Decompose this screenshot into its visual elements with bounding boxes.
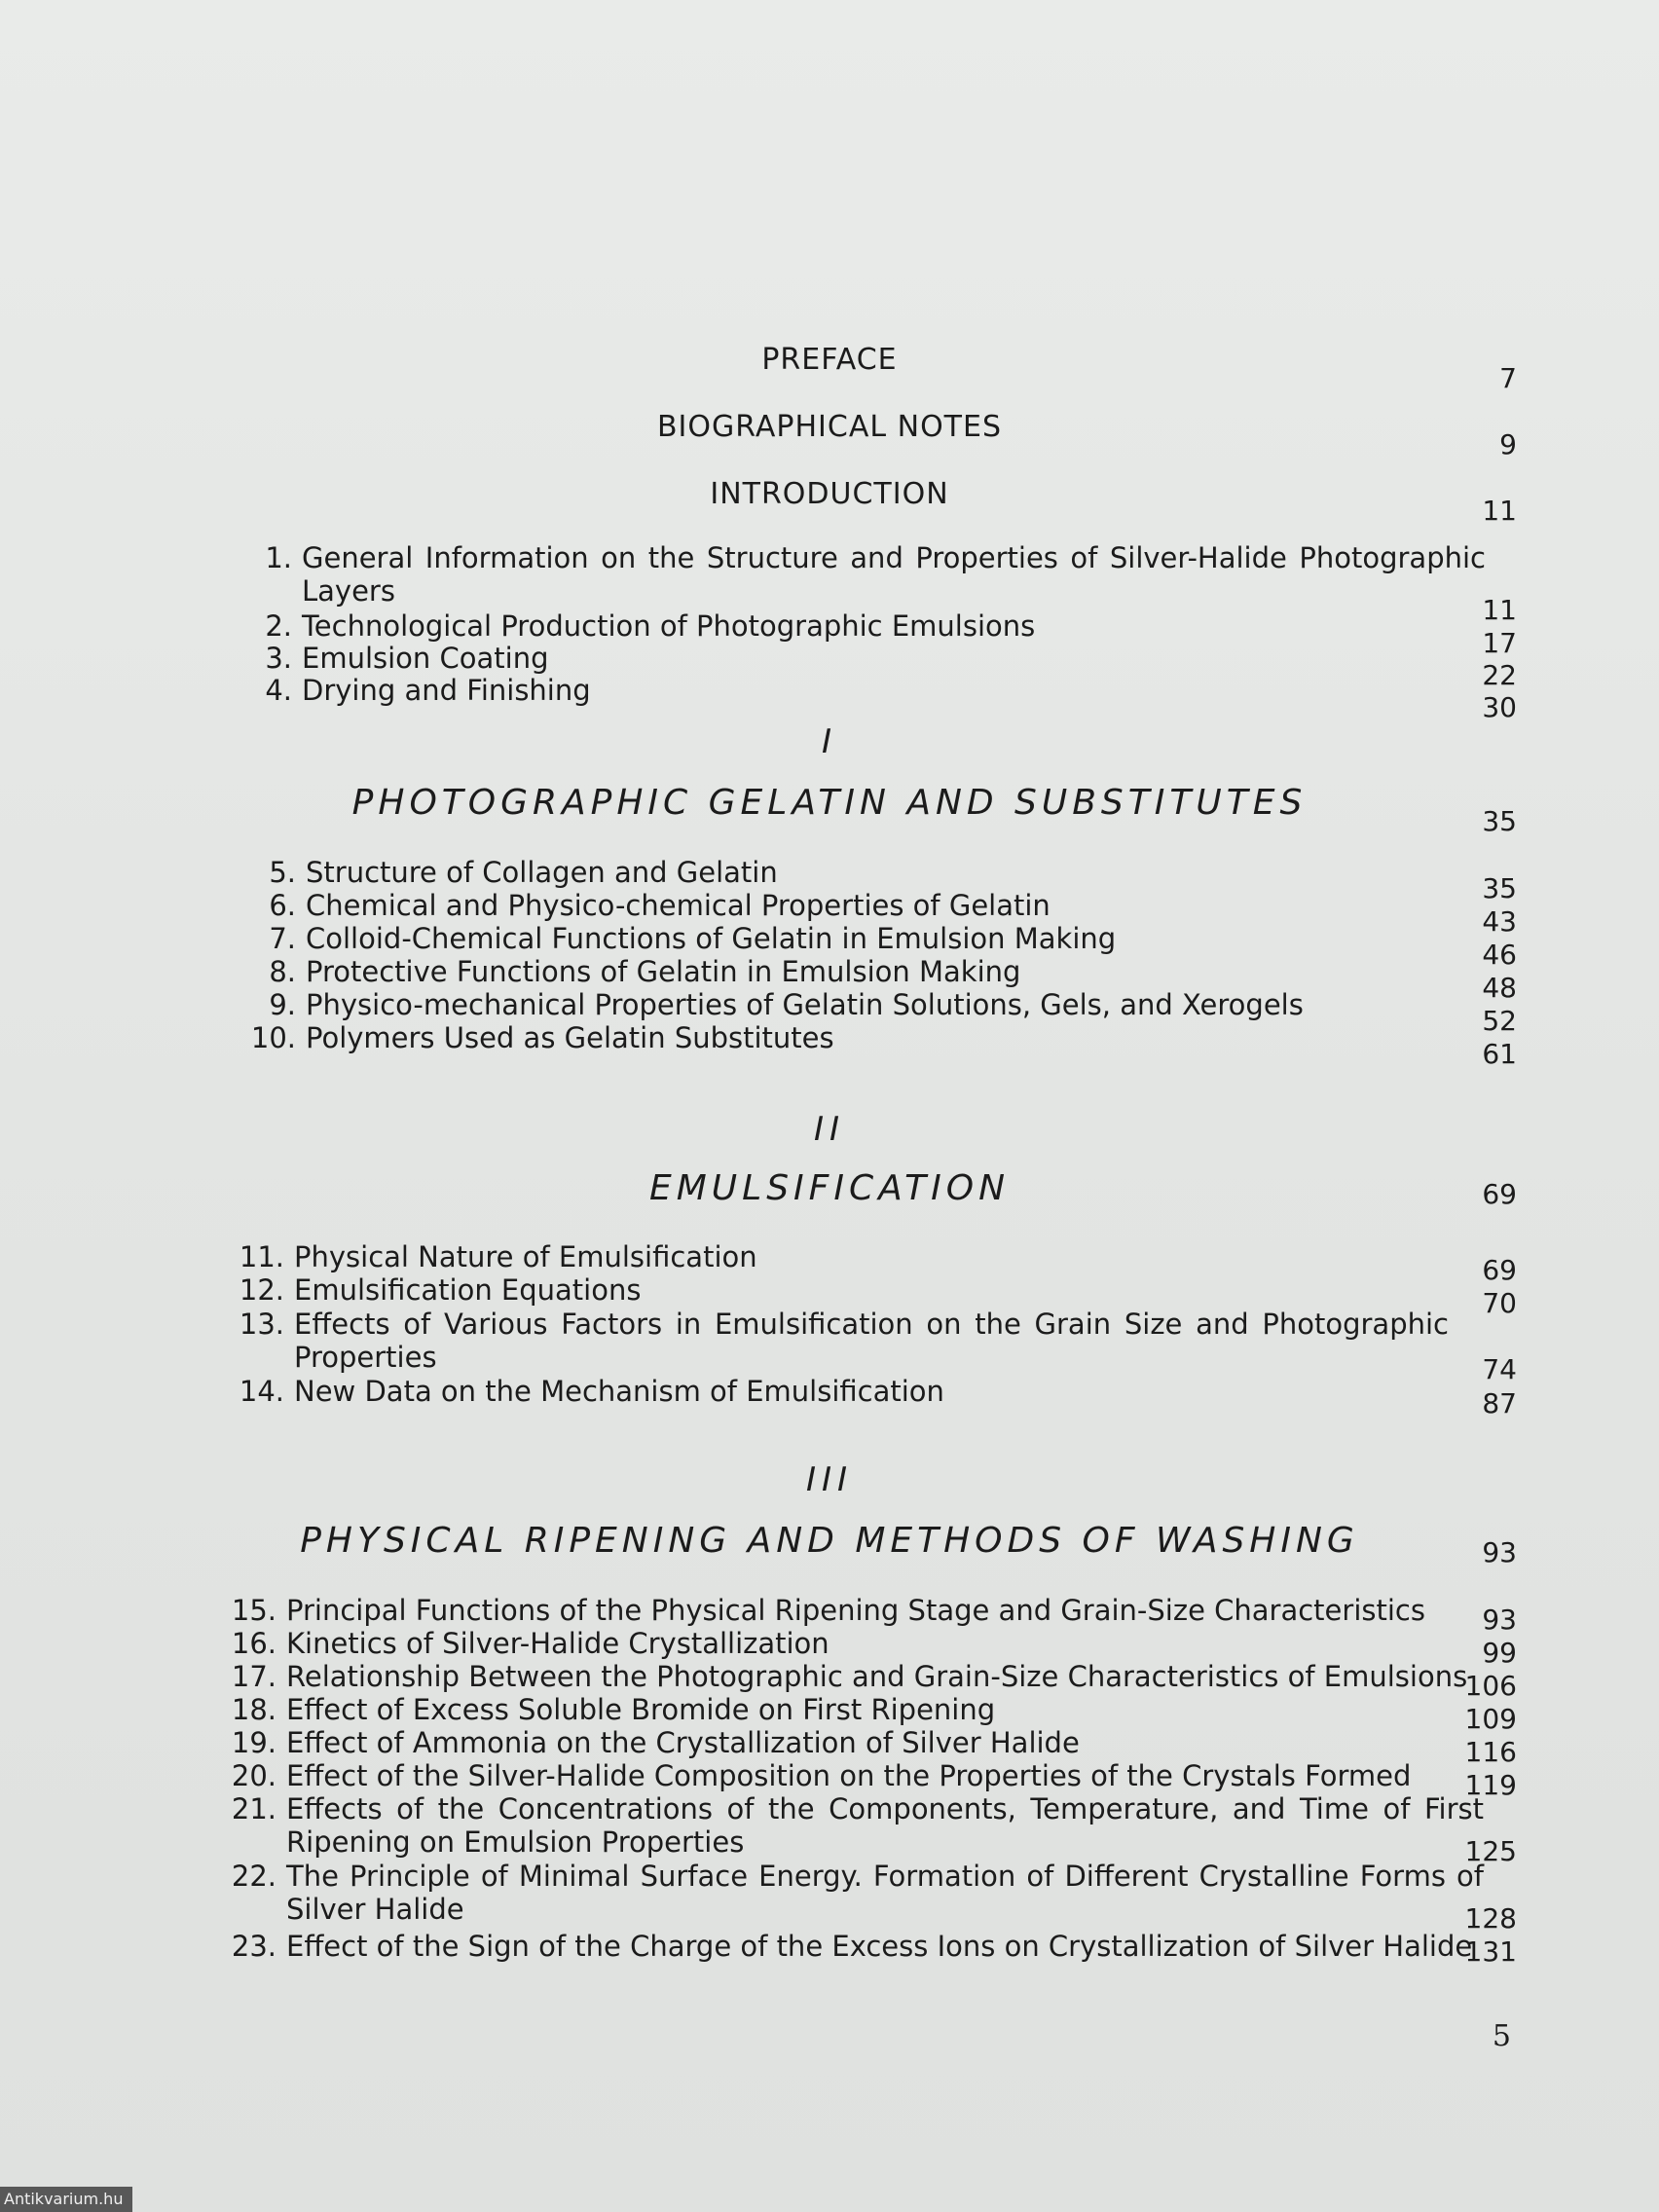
toc-entry-title: Emulsion Coating [302,642,549,675]
toc-entry [218,1860,1484,1926]
toc-entry-title: Effect of Ammonia on the Crystallization of Silver Halide [286,1726,1080,1759]
watermark: Antikvarium.hu [0,2187,132,2212]
toc-entry-number: 20. [231,1759,276,1792]
toc-entry-title: Emulsification Equations [294,1273,642,1307]
toc-entry-page: 125 [1464,1835,1517,1867]
part-page: 35 [1482,805,1517,837]
toc-entry-number: 11. [239,1240,284,1273]
toc-entry-page: 116 [1464,1736,1517,1768]
toc-entry-number: 16. [231,1627,276,1660]
part-numeral: III [805,1460,854,1499]
toc-entry-title: Technological Production of Photographic Emulsions [302,609,1036,643]
toc-entry-page: 61 [1482,1038,1517,1070]
toc-entry-number: 21. [231,1792,276,1825]
front-title-introduction: INTRODUCTION [710,477,949,511]
toc-entry-number: 15. [231,1594,276,1627]
part-page: 69 [1482,1178,1517,1210]
toc-entry-page: 48 [1482,972,1517,1004]
toc-entry-page: 93 [1482,1604,1517,1636]
toc-entry-title: Protective Functions of Gelatin in Emulsion Making [306,955,1021,988]
toc-entry-page: 22 [1482,659,1517,691]
toc-entry [226,1240,1478,1273]
front-title-preface: PREFACE [761,343,898,377]
toc-entry-page: 46 [1482,939,1517,971]
toc-entry-page: 106 [1464,1670,1517,1702]
toc-entry [218,1594,1484,1627]
toc-entry [218,1759,1484,1792]
toc-entry-title: The Principle of Minimal Surface Energy. Formation of Different Crystalline Forms of Silver Halide [286,1860,1484,1926]
toc-entry-page: 128 [1464,1902,1517,1935]
front-title-biographical-notes: BIOGRAPHICAL NOTES [656,410,1003,444]
toc-entry [218,1660,1484,1693]
toc-entry-title: Physical Nature of Emulsification [294,1240,757,1273]
part-page: 93 [1482,1536,1517,1568]
toc-entry-title: Relationship Between the Photographic and Grain-Size Characteristics of Emulsions [286,1660,1468,1693]
toc-entry [238,922,1490,955]
part-title: PHYSICAL RIPENING AND METHODS OF WASHING [300,1521,1359,1561]
toc-entry-number: 7. [269,922,296,955]
toc-entry [218,1693,1484,1726]
part-title: PHOTOGRAPHIC GELATIN AND SUBSTITUTES [351,783,1308,823]
toc-entry [238,1021,1490,1054]
toc-entry-number: 1. [265,541,292,574]
toc-entry-title: New Data on the Mechanism of Emulsification [294,1375,944,1408]
toc-entry [238,889,1490,922]
toc-entry-number: 22. [231,1860,276,1893]
toc-entry [238,988,1490,1021]
part-numeral: II [813,1110,846,1149]
toc-entry [226,1308,1449,1374]
toc-entry-number: 9. [269,988,296,1021]
toc-entry-page: 74 [1482,1353,1517,1385]
toc-entry-page: 11 [1482,594,1517,626]
toc-entry [234,541,1486,608]
toc-entry-page: 99 [1482,1637,1517,1669]
toc-entry-page: 17 [1482,627,1517,659]
toc-entry [218,1792,1484,1859]
toc-entry-number: 13. [239,1308,284,1341]
toc-entry-page: 43 [1482,905,1517,938]
toc-entry-page: 87 [1482,1387,1517,1419]
toc-entry-number: 4. [265,674,292,707]
part-numeral: I [821,722,838,761]
toc-entry-page: 52 [1482,1005,1517,1037]
toc-entry-title: Kinetics of Silver-Halide Crystallization [286,1627,830,1660]
toc-entry-number: 5. [269,856,296,889]
toc-entry-page: 69 [1482,1254,1517,1286]
toc-entry [234,642,1486,675]
toc-entry-number: 18. [231,1693,276,1726]
page-number: 5 [1492,2019,1511,2053]
toc-entry-number: 17. [231,1660,276,1693]
toc-entry-title: Effect of the Sign of the Charge of the Excess Ions on Crystallization of Silver Halide [286,1930,1473,1963]
toc-entry-number: 6. [269,889,296,922]
toc-entry [234,674,1486,707]
toc-entry-page: 109 [1464,1703,1517,1735]
toc-entry-title: Effect of Excess Soluble Bromide on First Ripening [286,1693,996,1726]
toc-entry-title: Polymers Used as Gelatin Substitutes [306,1021,834,1054]
toc-entry-page: 70 [1482,1287,1517,1319]
toc-entry-number: 2. [265,609,292,643]
toc-entry-number: 3. [265,642,292,675]
toc-entry [238,856,1490,889]
toc-entry-title: Effects of the Concentrations of the Components, Temperature, and Time of First Ripening on Emulsion Properties [286,1792,1484,1859]
toc-entry-number: 19. [231,1726,276,1759]
toc-entry-number: 10. [250,1021,296,1054]
toc-entry [218,1726,1484,1759]
toc-entry [218,1930,1484,1963]
toc-entry [234,609,1486,643]
toc-entry-title: Effect of the Silver-Halide Composition on the Properties of the Crystals Formed [286,1759,1412,1792]
part-title: EMULSIFICATION [648,1168,1011,1208]
toc-entry [226,1273,1478,1307]
toc-entry-page: 35 [1482,872,1517,904]
toc-entry [226,1375,1478,1408]
toc-entry-number: 8. [269,955,296,988]
front-page-introduction: 11 [1482,495,1517,527]
toc-entry-number: 12. [239,1273,284,1307]
toc-entry-title: Effects of Various Factors in Emulsification on the Grain Size and Photographic Properties [294,1308,1449,1374]
toc-entry-page: 131 [1464,1936,1517,1968]
toc-entry-number: 23. [231,1930,276,1963]
toc-entry [238,955,1490,988]
toc-entry-page: 119 [1464,1769,1517,1801]
toc-entry-title: Chemical and Physico-chemical Properties of Gelatin [306,889,1051,922]
toc-entry-page: 30 [1482,691,1517,723]
toc-entry-title: General Information on the Structure and Properties of Silver-Halide Photographic Layers [302,541,1486,608]
toc-entry-title: Principal Functions of the Physical Ripening Stage and Grain-Size Characteristics [286,1594,1425,1627]
front-page-preface: 7 [1499,362,1517,394]
toc-entry-number: 14. [239,1375,284,1408]
toc-entry-title: Physico-mechanical Properties of Gelatin Solutions, Gels, and Xerogels [306,988,1304,1021]
toc-entry-title: Structure of Collagen and Gelatin [306,856,778,889]
front-page-biographical-notes: 9 [1499,428,1517,461]
toc-entry-title: Colloid-Chemical Functions of Gelatin in Emulsion Making [306,922,1117,955]
toc-entry [218,1627,1484,1660]
toc-entry-title: Drying and Finishing [302,674,591,707]
